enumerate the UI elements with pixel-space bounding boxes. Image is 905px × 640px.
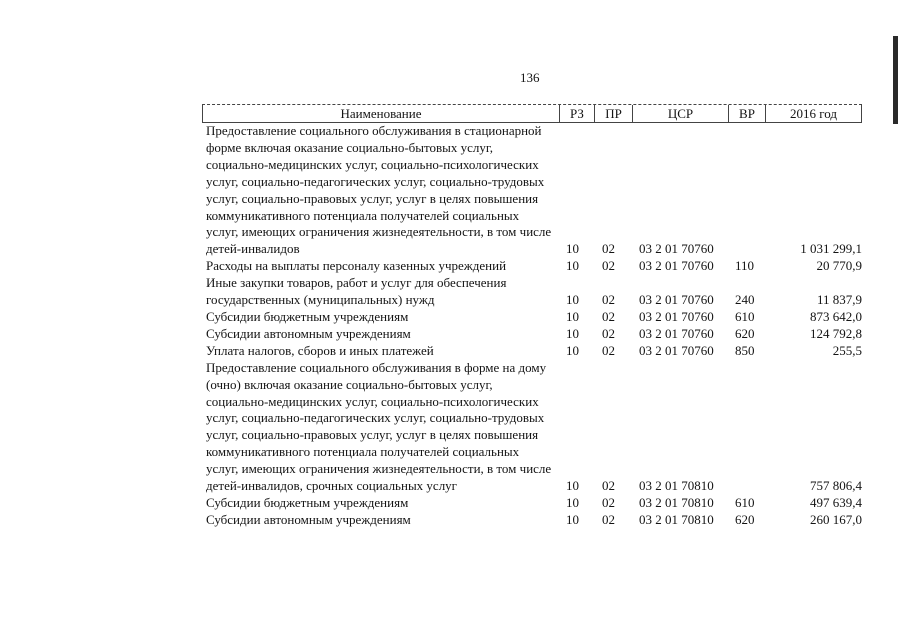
header-rz: РЗ [559, 105, 594, 122]
row-name [202, 512, 551, 529]
row-rz: 10 [566, 258, 579, 274]
row-vr: 850 [735, 342, 755, 358]
header-vr: ВР [728, 105, 765, 122]
row-name-line: коммуникативного потенциала получателей социальных [206, 207, 520, 223]
row-name-line: Субсидии бюджетным учреждениям [206, 308, 409, 324]
row-vr: 240 [735, 292, 755, 308]
row-pr: 02 [602, 478, 615, 494]
row-name [202, 495, 551, 512]
row-name-line: форме включая оказание социально-бытовых услуг, [206, 139, 494, 155]
row-amount: 255,5 [832, 342, 862, 358]
table-header [202, 104, 862, 123]
row-vr: 610 [735, 494, 755, 510]
table-row [202, 360, 862, 495]
row-name [202, 123, 551, 258]
row-vr: 110 [735, 258, 755, 274]
budget-table [202, 104, 862, 529]
row-name-line: услуг, имеющих ограничения жизнедеятельности, в том числе [206, 461, 552, 477]
row-name [202, 326, 551, 343]
page-number: 136 [520, 70, 540, 85]
header-year: 2016 год [765, 105, 862, 122]
row-name-line: услуг, социально-педагогических услуг, социально-трудовых [206, 410, 545, 426]
row-amount: 757 806,4 [810, 478, 862, 494]
row-name-line: Субсидии автономным учреждениям [206, 511, 411, 527]
row-csr: 03 2 01 70760 [639, 241, 714, 257]
row-csr: 03 2 01 70760 [639, 292, 714, 308]
row-name-line: детей-инвалидов [206, 241, 300, 257]
row-rz: 10 [566, 511, 579, 527]
table-row [202, 123, 862, 258]
row-pr: 02 [602, 325, 615, 341]
header-name: Наименование [202, 105, 559, 122]
row-name-line: услуг, имеющих ограничения жизнедеятельности, в том числе [206, 224, 552, 240]
row-name [202, 275, 551, 309]
row-vr: 620 [735, 325, 755, 341]
row-pr: 02 [602, 308, 615, 324]
row-rz: 10 [566, 478, 579, 494]
row-rz: 10 [566, 292, 579, 308]
row-amount: 497 639,4 [810, 494, 862, 510]
row-name-line: Субсидии бюджетным учреждениям [206, 494, 409, 510]
row-name-line: социально-медицинских услуг, социально-психологических [206, 393, 539, 409]
row-csr: 03 2 01 70810 [639, 478, 714, 494]
row-name [202, 360, 551, 495]
row-rz: 10 [566, 308, 579, 324]
row-name [202, 343, 551, 360]
row-amount: 260 167,0 [810, 511, 862, 527]
row-amount: 124 792,8 [810, 325, 862, 341]
row-csr: 03 2 01 70760 [639, 342, 714, 358]
row-name-line: услуг, социально-правовых услуг, услуг в целях повышения [206, 427, 539, 443]
row-amount: 873 642,0 [810, 308, 862, 324]
row-rz: 10 [566, 342, 579, 358]
row-csr: 03 2 01 70760 [639, 325, 714, 341]
row-pr: 02 [602, 241, 615, 257]
row-pr: 02 [602, 342, 615, 358]
row-name-line: Уплата налогов, сборов и иных платежей [206, 342, 434, 358]
row-name-line: Субсидии автономным учреждениям [206, 325, 411, 341]
table-row [202, 275, 862, 309]
table-row [202, 343, 862, 360]
row-name-line: Иные закупки товаров, работ и услуг для обеспечения [206, 275, 507, 291]
row-csr: 03 2 01 70760 [639, 308, 714, 324]
row-pr: 02 [602, 511, 615, 527]
row-name [202, 258, 551, 275]
row-csr: 03 2 01 70810 [639, 494, 714, 510]
row-vr: 620 [735, 511, 755, 527]
row-pr: 02 [602, 292, 615, 308]
row-name [202, 309, 551, 326]
header-csr: ЦСР [632, 105, 728, 122]
row-name-line: детей-инвалидов, срочных социальных услуг [206, 478, 458, 494]
row-name-line: (очно) включая оказание социально-бытовых услуг, [206, 376, 493, 392]
row-amount: 1 031 299,1 [800, 241, 862, 257]
row-name-line: Предоставление социального обслуживания в форме на дому [206, 359, 547, 375]
row-name-line: социально-медицинских услуг, социально-психологических [206, 156, 539, 172]
row-amount: 20 770,9 [816, 258, 862, 274]
row-name-line: государственных (муниципальных) нужд [206, 292, 435, 308]
row-pr: 02 [602, 258, 615, 274]
row-name-line: услуг, социально-педагогических услуг, социально-трудовых [206, 173, 545, 189]
table-row [202, 512, 862, 529]
table-row [202, 495, 862, 512]
header-pr: ПР [594, 105, 632, 122]
row-pr: 02 [602, 494, 615, 510]
row-vr: 610 [735, 308, 755, 324]
table-body [202, 123, 862, 529]
row-csr: 03 2 01 70810 [639, 511, 714, 527]
row-csr: 03 2 01 70760 [639, 258, 714, 274]
table-row [202, 258, 862, 275]
table-row [202, 326, 862, 343]
row-name-line: коммуникативного потенциала получателей социальных [206, 444, 520, 460]
row-name-line: Предоставление социального обслуживания в стационарной [206, 123, 542, 138]
row-amount: 11 837,9 [816, 292, 862, 308]
scan-edge-mark [893, 36, 898, 124]
table-row [202, 309, 862, 326]
row-rz: 10 [566, 325, 579, 341]
row-name-line: Расходы на выплаты персоналу казенных учреждений [206, 258, 507, 274]
row-rz: 10 [566, 494, 579, 510]
row-rz: 10 [566, 241, 579, 257]
row-name-line: услуг, социально-правовых услуг, услуг в целях повышения [206, 190, 539, 206]
